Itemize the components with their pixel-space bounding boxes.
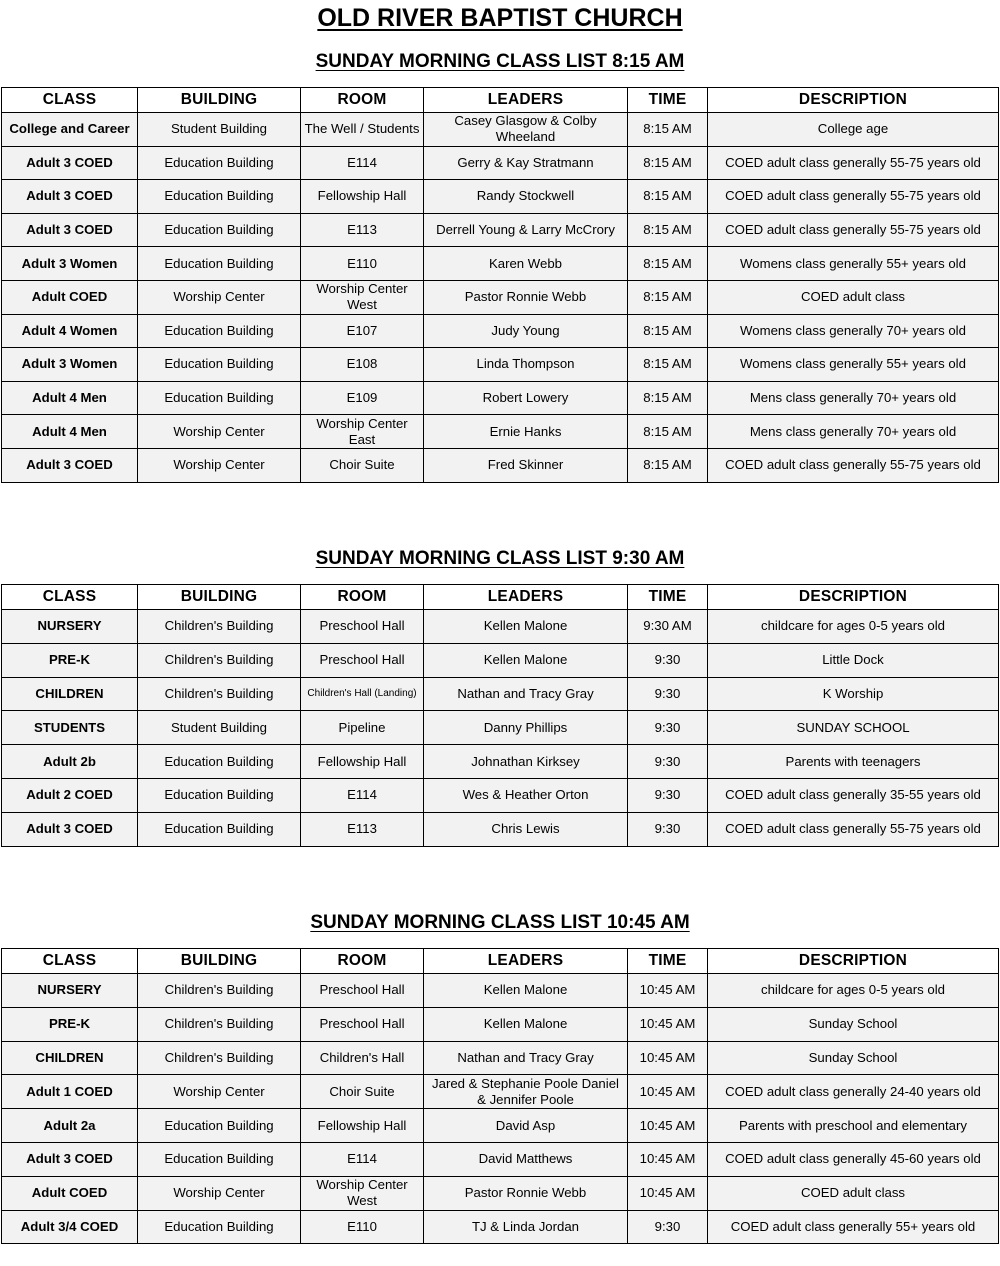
cell-class: CHILDREN — [2, 1041, 138, 1075]
cell-leaders: Nathan and Tracy Gray — [424, 677, 628, 711]
cell-time: 8:15 AM — [628, 314, 708, 348]
cell-class: College and Career — [2, 113, 138, 147]
table-row — [2, 415, 999, 449]
cell-class: PRE-K — [2, 1007, 138, 1041]
cell-building: Education Building — [138, 1210, 301, 1244]
page-title: OLD RIVER BAPTIST CHURCH — [317, 4, 683, 32]
cell-time: 9:30 — [628, 745, 708, 779]
cell-leaders: Pastor Ronnie Webb — [424, 1176, 628, 1210]
cell-description: childcare for ages 0-5 years old — [708, 974, 999, 1008]
cell-building: Education Building — [138, 247, 301, 281]
table-row — [2, 677, 999, 711]
cell-description: COED adult class generally 55-75 years old — [708, 812, 999, 846]
cell-class: Adult COED — [2, 280, 138, 314]
cell-description: COED adult class generally 35-55 years old — [708, 778, 999, 812]
cell-building: Education Building — [138, 146, 301, 180]
cell-room: Preschool Hall — [301, 1007, 424, 1041]
cell-time: 8:15 AM — [628, 415, 708, 449]
cell-room: Pipeline — [301, 711, 424, 745]
cell-room: E113 — [301, 213, 424, 247]
cell-description: COED adult class generally 55-75 years old — [708, 448, 999, 482]
cell-room: Choir Suite — [301, 1075, 424, 1109]
cell-building: Education Building — [138, 180, 301, 214]
cell-class: NURSERY — [2, 610, 138, 644]
cell-class: Adult 2a — [2, 1109, 138, 1143]
table-row — [2, 113, 999, 147]
cell-description: COED adult class generally 55+ years old — [708, 1210, 999, 1244]
cell-leaders: David Matthews — [424, 1142, 628, 1176]
cell-room: The Well / Students — [301, 113, 424, 147]
section-heading-930: SUNDAY MORNING CLASS LIST 9:30 AM — [315, 548, 685, 569]
cell-leaders: Pastor Ronnie Webb — [424, 280, 628, 314]
table-header-row — [2, 88, 999, 113]
column-header-leaders: LEADERS — [424, 585, 628, 610]
cell-time: 8:15 AM — [628, 381, 708, 415]
cell-time: 9:30 — [628, 643, 708, 677]
cell-class: CHILDREN — [2, 677, 138, 711]
cell-description: SUNDAY SCHOOL — [708, 711, 999, 745]
cell-leaders: Kellen Malone — [424, 974, 628, 1008]
cell-description: Parents with teenagers — [708, 745, 999, 779]
cell-time: 8:15 AM — [628, 280, 708, 314]
cell-leaders: Judy Young — [424, 314, 628, 348]
cell-class: STUDENTS — [2, 711, 138, 745]
table-row — [2, 1041, 999, 1075]
table-row — [2, 348, 999, 382]
cell-leaders: Chris Lewis — [424, 812, 628, 846]
cell-leaders: Kellen Malone — [424, 643, 628, 677]
cell-time: 8:15 AM — [628, 448, 708, 482]
cell-room: E109 — [301, 381, 424, 415]
table-row — [2, 711, 999, 745]
cell-description: Womens class generally 55+ years old — [708, 247, 999, 281]
cell-leaders: Robert Lowery — [424, 381, 628, 415]
cell-description: Womens class generally 55+ years old — [708, 348, 999, 382]
cell-time: 10:45 AM — [628, 974, 708, 1008]
column-header-class: CLASS — [2, 949, 138, 974]
cell-leaders: Casey Glasgow & Colby Wheeland — [424, 113, 628, 147]
cell-room: Fellowship Hall — [301, 745, 424, 779]
cell-class: Adult 3 COED — [2, 812, 138, 846]
cell-leaders: Ernie Hanks — [424, 415, 628, 449]
cell-room: E110 — [301, 247, 424, 281]
cell-leaders: Kellen Malone — [424, 610, 628, 644]
cell-room: E108 — [301, 348, 424, 382]
cell-building: Children's Building — [138, 1041, 301, 1075]
cell-time: 9:30 — [628, 677, 708, 711]
cell-leaders: Fred Skinner — [424, 448, 628, 482]
table-row — [2, 812, 999, 846]
cell-time: 9:30 — [628, 1210, 708, 1244]
cell-building: Education Building — [138, 745, 301, 779]
column-header-description: DESCRIPTION — [708, 949, 999, 974]
cell-building: Education Building — [138, 778, 301, 812]
table-header-row — [2, 585, 999, 610]
column-header-building: BUILDING — [138, 949, 301, 974]
section-heading-815: SUNDAY MORNING CLASS LIST 8:15 AM — [315, 51, 685, 72]
cell-room: Preschool Hall — [301, 643, 424, 677]
cell-description: COED adult class generally 55-75 years old — [708, 146, 999, 180]
cell-description: Parents with preschool and elementary — [708, 1109, 999, 1143]
cell-leaders: Karen Webb — [424, 247, 628, 281]
column-header-room: ROOM — [301, 585, 424, 610]
class-table-1045 — [1, 948, 999, 1244]
table-row — [2, 381, 999, 415]
column-header-building: BUILDING — [138, 88, 301, 113]
cell-building: Education Building — [138, 1142, 301, 1176]
cell-class: Adult 3/4 COED — [2, 1210, 138, 1244]
cell-class: Adult 3 Women — [2, 247, 138, 281]
cell-leaders: TJ & Linda Jordan — [424, 1210, 628, 1244]
table-row — [2, 643, 999, 677]
cell-description: COED adult class generally 55-75 years old — [708, 213, 999, 247]
cell-time: 9:30 — [628, 711, 708, 745]
cell-building: Children's Building — [138, 974, 301, 1008]
cell-class: Adult 3 COED — [2, 213, 138, 247]
cell-room: Fellowship Hall — [301, 180, 424, 214]
cell-description: Mens class generally 70+ years old — [708, 415, 999, 449]
cell-building: Education Building — [138, 381, 301, 415]
cell-time: 9:30 AM — [628, 610, 708, 644]
column-header-room: ROOM — [301, 88, 424, 113]
cell-building: Education Building — [138, 348, 301, 382]
column-header-building: BUILDING — [138, 585, 301, 610]
cell-building: Children's Building — [138, 643, 301, 677]
table-header-row — [2, 949, 999, 974]
section-heading-1045: SUNDAY MORNING CLASS LIST 10:45 AM — [310, 912, 690, 933]
cell-room: E110 — [301, 1210, 424, 1244]
column-header-class: CLASS — [2, 585, 138, 610]
cell-class: Adult 2b — [2, 745, 138, 779]
class-table-930 — [1, 584, 999, 847]
table-row — [2, 1007, 999, 1041]
cell-building: Student Building — [138, 113, 301, 147]
cell-description: Little Dock — [708, 643, 999, 677]
cell-leaders: Johnathan Kirksey — [424, 745, 628, 779]
cell-class: Adult 3 COED — [2, 448, 138, 482]
table-row — [2, 247, 999, 281]
cell-room: E107 — [301, 314, 424, 348]
cell-leaders: Jared & Stephanie Poole Daniel & Jennifer Poole — [424, 1075, 628, 1109]
cell-room: Worship Center West — [301, 280, 424, 314]
cell-room: Preschool Hall — [301, 974, 424, 1008]
cell-room: Children's Hall (Landing) — [301, 677, 424, 711]
table-row — [2, 1142, 999, 1176]
cell-time: 10:45 AM — [628, 1142, 708, 1176]
column-header-leaders: LEADERS — [424, 949, 628, 974]
cell-class: NURSERY — [2, 974, 138, 1008]
cell-room: Choir Suite — [301, 448, 424, 482]
cell-building: Worship Center — [138, 448, 301, 482]
cell-class: Adult 2 COED — [2, 778, 138, 812]
cell-class: Adult COED — [2, 1176, 138, 1210]
cell-time: 10:45 AM — [628, 1007, 708, 1041]
column-header-leaders: LEADERS — [424, 88, 628, 113]
cell-description: COED adult class generally 24-40 years old — [708, 1075, 999, 1109]
cell-room: Preschool Hall — [301, 610, 424, 644]
column-header-time: TIME — [628, 585, 708, 610]
cell-room: Worship Center West — [301, 1176, 424, 1210]
cell-class: Adult 4 Women — [2, 314, 138, 348]
cell-room: Worship Center East — [301, 415, 424, 449]
cell-time: 10:45 AM — [628, 1109, 708, 1143]
cell-building: Worship Center — [138, 280, 301, 314]
cell-building: Children's Building — [138, 610, 301, 644]
cell-room: E113 — [301, 812, 424, 846]
cell-time: 8:15 AM — [628, 348, 708, 382]
cell-time: 8:15 AM — [628, 213, 708, 247]
table-row — [2, 314, 999, 348]
cell-description: Mens class generally 70+ years old — [708, 381, 999, 415]
table-row — [2, 213, 999, 247]
cell-time: 9:30 — [628, 812, 708, 846]
table-row — [2, 1075, 999, 1109]
cell-class: Adult 3 Women — [2, 348, 138, 382]
table-row — [2, 280, 999, 314]
cell-description: COED adult class — [708, 1176, 999, 1210]
cell-building: Education Building — [138, 1109, 301, 1143]
cell-description: Womens class generally 70+ years old — [708, 314, 999, 348]
cell-class: Adult 1 COED — [2, 1075, 138, 1109]
class-table-815 — [1, 87, 999, 483]
cell-room: E114 — [301, 1142, 424, 1176]
cell-time: 8:15 AM — [628, 113, 708, 147]
cell-leaders: Randy Stockwell — [424, 180, 628, 214]
cell-room: Children's Hall — [301, 1041, 424, 1075]
cell-building: Worship Center — [138, 1075, 301, 1109]
cell-building: Worship Center — [138, 415, 301, 449]
cell-leaders: Wes & Heather Orton — [424, 778, 628, 812]
cell-building: Children's Building — [138, 677, 301, 711]
cell-description: College age — [708, 113, 999, 147]
cell-building: Education Building — [138, 314, 301, 348]
table-row — [2, 745, 999, 779]
cell-description: COED adult class — [708, 280, 999, 314]
column-header-description: DESCRIPTION — [708, 585, 999, 610]
table-row — [2, 1176, 999, 1210]
cell-class: PRE-K — [2, 643, 138, 677]
column-header-time: TIME — [628, 88, 708, 113]
cell-building: Education Building — [138, 812, 301, 846]
cell-description: Sunday School — [708, 1041, 999, 1075]
cell-description: COED adult class generally 45-60 years old — [708, 1142, 999, 1176]
cell-leaders: Danny Phillips — [424, 711, 628, 745]
cell-leaders: Nathan and Tracy Gray — [424, 1041, 628, 1075]
cell-class: Adult 3 COED — [2, 180, 138, 214]
cell-building: Children's Building — [138, 1007, 301, 1041]
cell-building: Education Building — [138, 213, 301, 247]
cell-building: Student Building — [138, 711, 301, 745]
cell-leaders: Linda Thompson — [424, 348, 628, 382]
cell-description: childcare for ages 0-5 years old — [708, 610, 999, 644]
cell-leaders: Gerry & Kay Stratmann — [424, 146, 628, 180]
table-row — [2, 1109, 999, 1143]
column-header-room: ROOM — [301, 949, 424, 974]
cell-class: Adult 3 COED — [2, 146, 138, 180]
cell-time: 10:45 AM — [628, 1041, 708, 1075]
cell-time: 8:15 AM — [628, 180, 708, 214]
cell-room: Fellowship Hall — [301, 1109, 424, 1143]
table-row — [2, 1210, 999, 1244]
table-row — [2, 610, 999, 644]
table-row — [2, 448, 999, 482]
cell-leaders: Derrell Young & Larry McCrory — [424, 213, 628, 247]
cell-room: E114 — [301, 146, 424, 180]
cell-time: 8:15 AM — [628, 247, 708, 281]
cell-time: 10:45 AM — [628, 1176, 708, 1210]
column-header-time: TIME — [628, 949, 708, 974]
cell-time: 8:15 AM — [628, 146, 708, 180]
cell-leaders: David Asp — [424, 1109, 628, 1143]
cell-time: 9:30 — [628, 778, 708, 812]
cell-description: Sunday School — [708, 1007, 999, 1041]
column-header-description: DESCRIPTION — [708, 88, 999, 113]
table-row — [2, 974, 999, 1008]
cell-building: Worship Center — [138, 1176, 301, 1210]
cell-room: E114 — [301, 778, 424, 812]
table-row — [2, 778, 999, 812]
table-row — [2, 146, 999, 180]
table-row — [2, 180, 999, 214]
cell-time: 10:45 AM — [628, 1075, 708, 1109]
column-header-class: CLASS — [2, 88, 138, 113]
cell-class: Adult 4 Men — [2, 415, 138, 449]
cell-description: COED adult class generally 55-75 years old — [708, 180, 999, 214]
cell-class: Adult 4 Men — [2, 381, 138, 415]
cell-class: Adult 3 COED — [2, 1142, 138, 1176]
cell-description: K Worship — [708, 677, 999, 711]
cell-leaders: Kellen Malone — [424, 1007, 628, 1041]
